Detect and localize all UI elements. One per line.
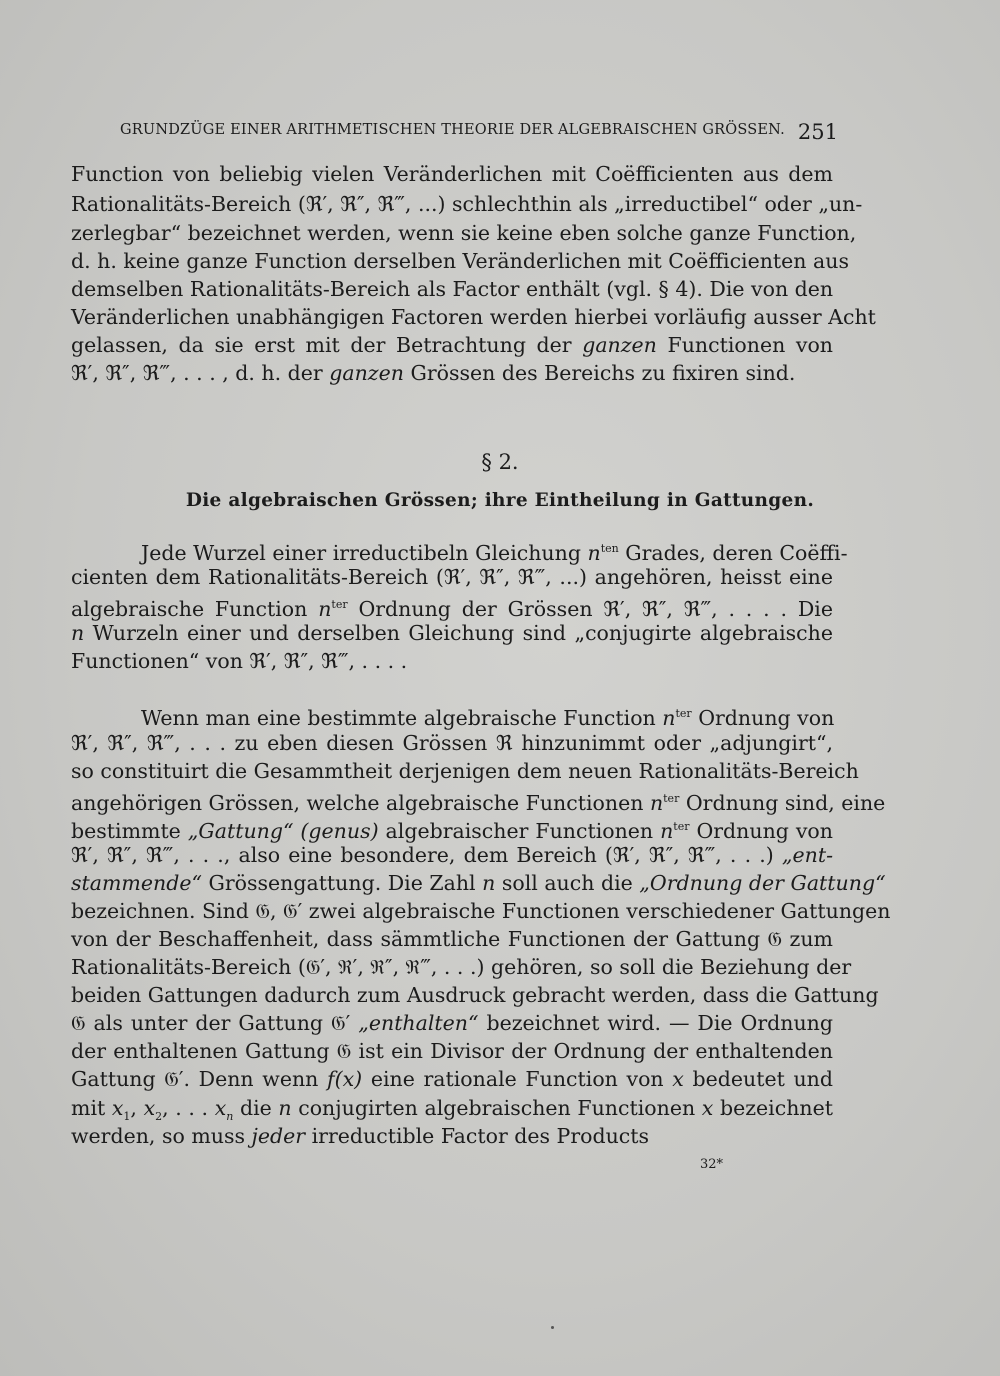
- text-line: n Wurzeln einer und derselben Gleichung sind „conjugirte algebraische: [71, 621, 833, 645]
- text-line: 𝔊 als unter der Gattung 𝔊′ „enthalten“ bezeichnet wird. — Die Ordnung: [71, 1011, 833, 1035]
- text-line: ℜ′, ℜ″, ℜ‴, . . ., also eine besondere, dem Bereich (ℜ′, ℜ″, ℜ‴, . . .) „ent-: [71, 843, 833, 867]
- text-line: bestimmte „Gattung“ (genus) algebraischer Functionen $n^{ter}$ Ordnung von: [71, 818, 833, 843]
- text-line: von der Beschaffenheit, dass sämmtliche Functionen der Gattung 𝔊 zum: [71, 927, 833, 951]
- running-title: GRUNDZÜGE EINER ARITHMETISCHEN THEORIE DER ALGEBRAISCHEN GRÖSSEN.: [120, 122, 785, 138]
- page-header: [120, 120, 840, 150]
- text-line: Jede Wurzel einer irreductibeln Gleichung $n^{ten}$ Grades, deren Coëffi-: [141, 540, 848, 565]
- text-line: Wenn man eine bestimmte algebraische Function $n^{ter}$ Ordnung von: [141, 705, 835, 730]
- text-line: d. h. keine ganze Function derselben Veränderlichen mit Coëfficienten aus: [71, 249, 849, 273]
- text-line: stammende“ Grössengattung. Die Zahl n soll auch die „Ordnung der Gattung“: [71, 871, 886, 895]
- text-line: ℜ′, ℜ″, ℜ‴, . . . , d. h. der ganzen Grössen des Bereichs zu fixiren sind.: [71, 361, 796, 385]
- text-line: cienten dem Rationalitäts-Bereich (ℜ′, ℜ″, ℜ‴, ...) angehören, heisst eine: [71, 565, 833, 589]
- page-number: 251: [797, 120, 838, 144]
- text-line: Function von beliebig vielen Veränderlichen mit Coëfficienten aus dem: [71, 162, 833, 186]
- text-line: bezeichnen. Sind 𝔊, 𝔊′ zwei algebraische Functionen verschiedener Gattungen: [71, 899, 891, 923]
- text-line: zerlegbar“ bezeichnet werden, wenn sie keine eben solche ganze Function,: [71, 221, 857, 245]
- section-title: Die algebraischen Grössen; ihre Eintheilung in Gattungen.: [185, 490, 815, 511]
- text-line: algebraische Function $n^{ter}$ Ordnung der Grössen ℜ′, ℜ″, ℜ‴, . . . . Die: [71, 596, 833, 621]
- text-line: Rationalitäts-Bereich (ℜ′, ℜ″, ℜ‴, ...) schlechthin als „irreductibel“ oder „un-: [71, 192, 863, 216]
- text-line: Veränderlichen unabhängigen Factoren werden hierbei vorläufig ausser Acht: [71, 305, 876, 329]
- text-line: der enthaltenen Gattung 𝔊 ist ein Divisor der Ordnung der enthaltenden: [71, 1039, 833, 1063]
- text-line: beiden Gattungen dadurch zum Ausdruck gebracht werden, dass die Gattung: [71, 983, 879, 1007]
- text-line: angehörigen Grössen, welche algebraische Functionen $n^{ter}$ Ordnung sind, eine: [71, 790, 886, 815]
- text-line: werden, so muss jeder irreductible Factor des Products: [71, 1124, 650, 1148]
- text-line: Rationalitäts-Bereich (𝔊′, ℜ′, ℜ″, ℜ‴, . . .) gehören, so soll die Beziehung der: [71, 955, 852, 979]
- text-line: Gattung 𝔊′. Denn wenn f(x) eine rationale Function von x bedeutet und: [71, 1067, 834, 1091]
- text-line: gelassen, da sie erst mit der Betrachtung der ganzen Functionen von: [71, 333, 833, 357]
- paper-speck: [551, 1326, 554, 1329]
- text-line: so constituirt die Gesammtheit derjenigen dem neuen Rationalitäts-Bereich: [71, 759, 859, 783]
- text-line: demselben Rationalitäts-Bereich als Factor enthält (vgl. § 4). Die von den: [71, 277, 834, 301]
- section-number: § 2.: [481, 450, 519, 474]
- text-line: mit $x_1$, $x_2$, . . . $x_n$ die n conjugirten algebraischen Functionen x bezeichnet: [71, 1096, 833, 1124]
- text-line: Functionen“ von ℜ′, ℜ″, ℜ‴, . . . .: [71, 649, 408, 673]
- text-line: ℜ′, ℜ″, ℜ‴, . . . zu eben diesen Grössen ℜ hinzunimmt oder „adjungirt“,: [71, 731, 833, 755]
- signature-mark: 32*: [700, 1157, 724, 1172]
